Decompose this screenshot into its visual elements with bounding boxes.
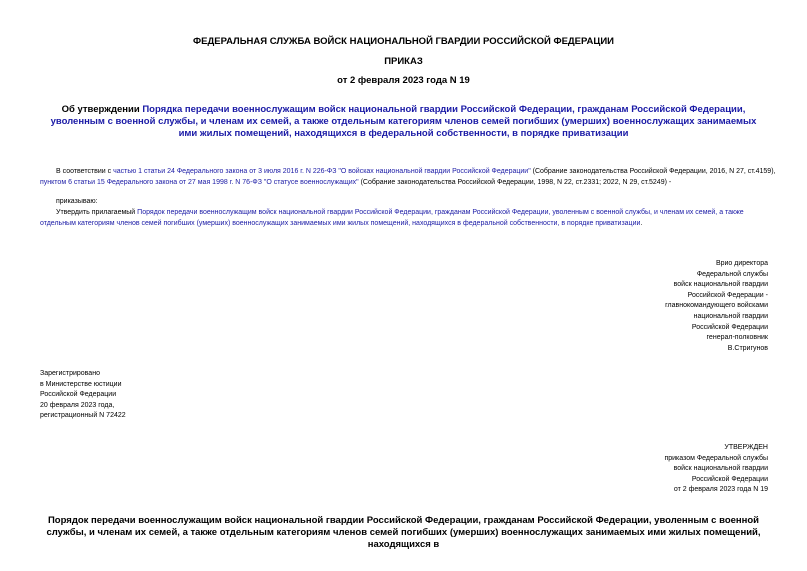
registration-line: регистрационный N 72422 — [40, 412, 126, 419]
signature-block — [548, 259, 768, 354]
approved-line: УТВЕРЖДЕН — [724, 444, 768, 451]
approved-block — [548, 443, 768, 496]
preamble-paragraph — [40, 166, 776, 188]
signature-line: генерал-полковник — [706, 334, 768, 342]
preamble-link-law-76[interactable]: пунктом 6 статьи 15 Федерального закона от 27 мая 1998 г. N 76-ФЗ "О статусе военнослужащих" — [40, 179, 359, 186]
approved-line: войск национальной гвардии — [673, 465, 768, 473]
approve-paragraph — [40, 207, 776, 229]
doc-type-heading: ПРИКАЗ — [384, 56, 423, 67]
procedure-title: Порядок передачи военнослужащим войск национальной гвардии Российской Федерации, гражданам Российской Федерации, уволенным с военной службы, и членам их семей, а также отдельным категориям членов семей погибших (умерших) военнослужащих занимаемых ими жилых помещений, находящихся в — [46, 515, 761, 550]
preamble-link-law-226[interactable]: частью 1 статьи 24 Федерального закона от 3 июля 2016 г. N 226-ФЗ "О войсках национальной гвардии Российской Федерации" — [113, 168, 531, 175]
approved-line: Российской Федерации — [691, 475, 768, 483]
registration-line: Зарегистрировано — [40, 370, 100, 377]
signature-name: В.Стригунов — [727, 344, 768, 352]
approved-line: от 2 февраля 2023 года N 19 — [673, 486, 768, 494]
signature-line: Врио директора — [715, 260, 768, 267]
signature-line: Российской Федерации - — [687, 291, 768, 299]
preamble-text-2: (Собрание законодательства Российской Федерации, 2016, N 27, ст.4159), — [530, 168, 776, 175]
preamble-text-3: (Собрание законодательства Российской Федерации, 1998, N 22, ст.2331; 2022, N 29, ст.5249) - — [358, 179, 672, 186]
approve-text-2: . — [640, 220, 643, 227]
order-title-prefix: Об утверждении — [61, 104, 143, 115]
registration-line: в Министерстве юстиции — [40, 380, 122, 388]
order-title-link[interactable]: Порядка передачи военнослужащим войск национальной гвардии Российской Федерации, гражданам Российской Федерации, уволенным с военной службы, и членам их семей, а также отдельным категориям членов семей погибших (умерших) военнослужащих занимаемых ими жилых помещений, находящихся в федеральной собственности, в порядке приватизации — [50, 104, 757, 139]
registration-block — [40, 369, 240, 422]
preamble-text-1: В соответствии с — [56, 168, 114, 175]
approve-link-procedure[interactable]: Порядок передачи военнослужащим войск национальной гвардии Российской Федерации, гражданам Российской Федерации, уволенным с военной службы, и членам их семей, а также отдельным категориям членов семей погибших (умерших) военнослужащих занимаемых ими жилых помещений, находящихся в федеральной собственности, в порядке приватизации — [40, 209, 744, 227]
signature-line: Федеральной службы — [696, 270, 768, 278]
signature-line: войск национальной гвардии — [673, 281, 768, 289]
approved-line: приказом Федеральной службы — [664, 454, 768, 462]
order-title — [40, 104, 767, 140]
signature-line: национальной гвардии — [693, 312, 768, 320]
registration-line: Российской Федерации — [40, 391, 117, 398]
order-word: приказываю: — [56, 198, 98, 205]
signature-line: Российской Федерации — [691, 323, 768, 331]
registration-line: 20 февраля 2023 года, — [40, 401, 115, 409]
approve-text-1: Утвердить прилагаемый — [56, 209, 138, 216]
signature-line: главнокомандующего войсками — [665, 302, 768, 310]
order-date-number: от 2 февраля 2023 года N 19 — [337, 75, 470, 86]
agency-heading: ФЕДЕРАЛЬНАЯ СЛУЖБА ВОЙСК НАЦИОНАЛЬНОЙ ГВАРДИИ РОССИЙСКОЙ ФЕДЕРАЦИИ — [193, 36, 614, 47]
